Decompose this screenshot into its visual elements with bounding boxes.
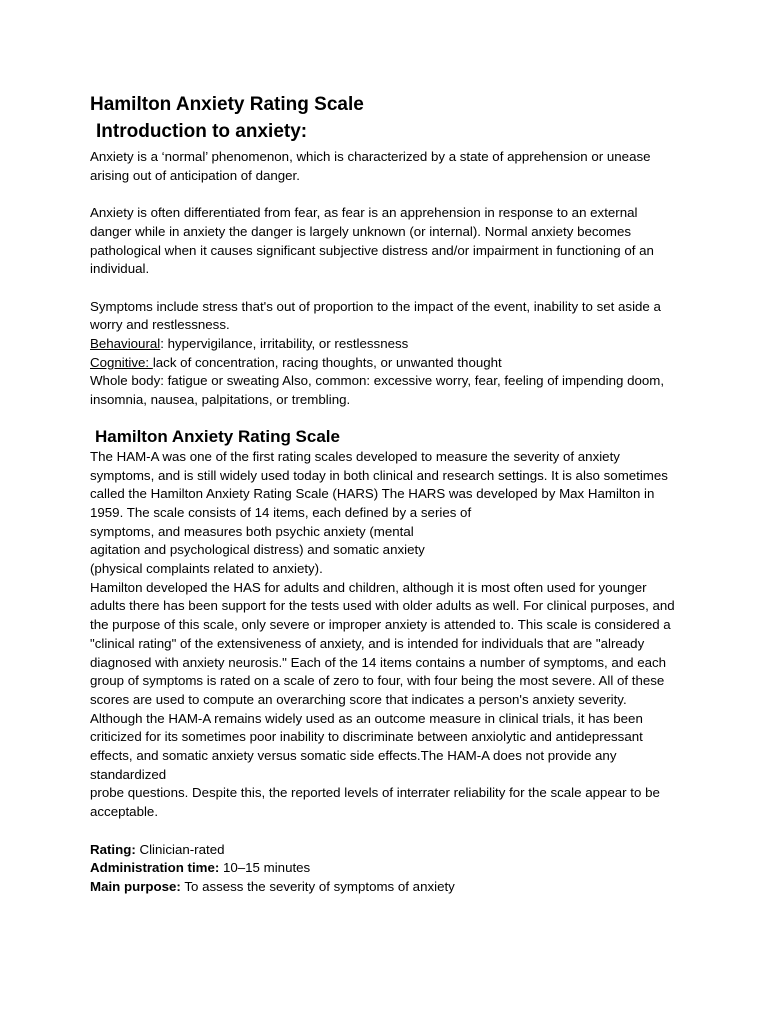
admin-time-label: Administration time: [90,860,220,876]
admin-time-value: 10–15 minutes [219,860,311,876]
document-page [90,93,680,897]
scale-paragraph-4: (physical complaints related to anxiety). [90,561,323,577]
scale-paragraph-5: Hamilton developed the HAS for adults and children, although it is most often used for younger adults there has been support for the tests used with older adults as well. For clinical purposes, and the purpose of this scale, only severe or improper anxiety is attended to. This scale is considered a "clinical rating" of the extensiveness of anxiety, and is intended for individuals that are "already diagnosed with anxiety neurosis." Each of the 14 items contains a number of symptoms, and each group of symptoms is rated on a scale of zero to four, with four being the most severe. All of these scores are used to compute an overarching score that indicates a person's anxiety severity. [90,579,675,707]
rating-line [90,841,680,860]
scale-paragraph-7: probe questions. Despite this, the reported levels of interrater reliability for the scale appear to be acceptable. [90,785,660,820]
rating-value: Clinician-rated [135,841,225,857]
cognitive-label: Cognitive: [90,354,153,370]
scale-paragraph-2: symptoms, and measures both psychic anxiety (mental [90,523,414,539]
main-purpose-value: To assess the severity of symptoms of anxiety [180,878,455,894]
rating-label: Rating: [90,841,136,857]
cognitive-line [90,354,680,373]
intro-heading: Introduction to anxiety: [96,121,308,142]
main-purpose-label: Main purpose: [90,878,181,894]
behavioural-label: Behavioural [90,336,161,351]
scale-paragraph-3: agitation and psychological distress) and somatic anxiety [90,542,425,558]
symptoms-paragraph: Symptoms include stress that's out of proportion to the impact of the event, inability to set aside a worry and restlessness. [90,298,661,333]
main-purpose-line [90,878,680,897]
scale-heading: Hamilton Anxiety Rating Scale [95,426,340,446]
cognitive-text: lack of concentration, racing thoughts, or unwanted thought [152,354,502,370]
whole-body-paragraph: Whole body: fatigue or sweating Also, common: excessive worry, fear, feeling of impending doom, insomnia, nausea, palpitations, or trembling. [90,373,665,408]
scale-paragraph-1: The HAM-A was one of the first rating scales developed to measure the severity of anxiety symptoms, and is still widely used today in both clinical and research settings. It is also sometimes called the Hamilton Anxiety Rating Scale (HARS) The HARS was developed by Max Hamilton in 1959. The scale consists of 14 items, each defined by a series of [90,448,668,520]
behavioural-line [90,335,680,354]
behavioural-text: : hypervigilance, irritability, or restlessness [160,336,409,351]
fear-paragraph: Anxiety is often differentiated from fear, as fear is an apprehension in response to an external danger while in anxiety the danger is largely unknown (or internal). Normal anxiety becomes pathological when it causes significant subjective distress and/or impairment in functioning of an individual. [90,205,654,277]
scale-paragraph-6: Although the HAM-A remains widely used as an outcome measure in clinical trials, it has been criticized for its sometimes poor inability to discriminate between anxiolytic and antidepressant effects, and somatic anxiety versus somatic side effects.The HAM-A does not provide any standardized [90,710,643,782]
document-title: Hamilton Anxiety Rating Scale [90,94,364,115]
intro-paragraph: Anxiety is a ‘normal’ phenomenon, which is characterized by a state of apprehension or unease arising out of anticipation of danger. [90,149,651,183]
admin-time-line [90,859,680,878]
